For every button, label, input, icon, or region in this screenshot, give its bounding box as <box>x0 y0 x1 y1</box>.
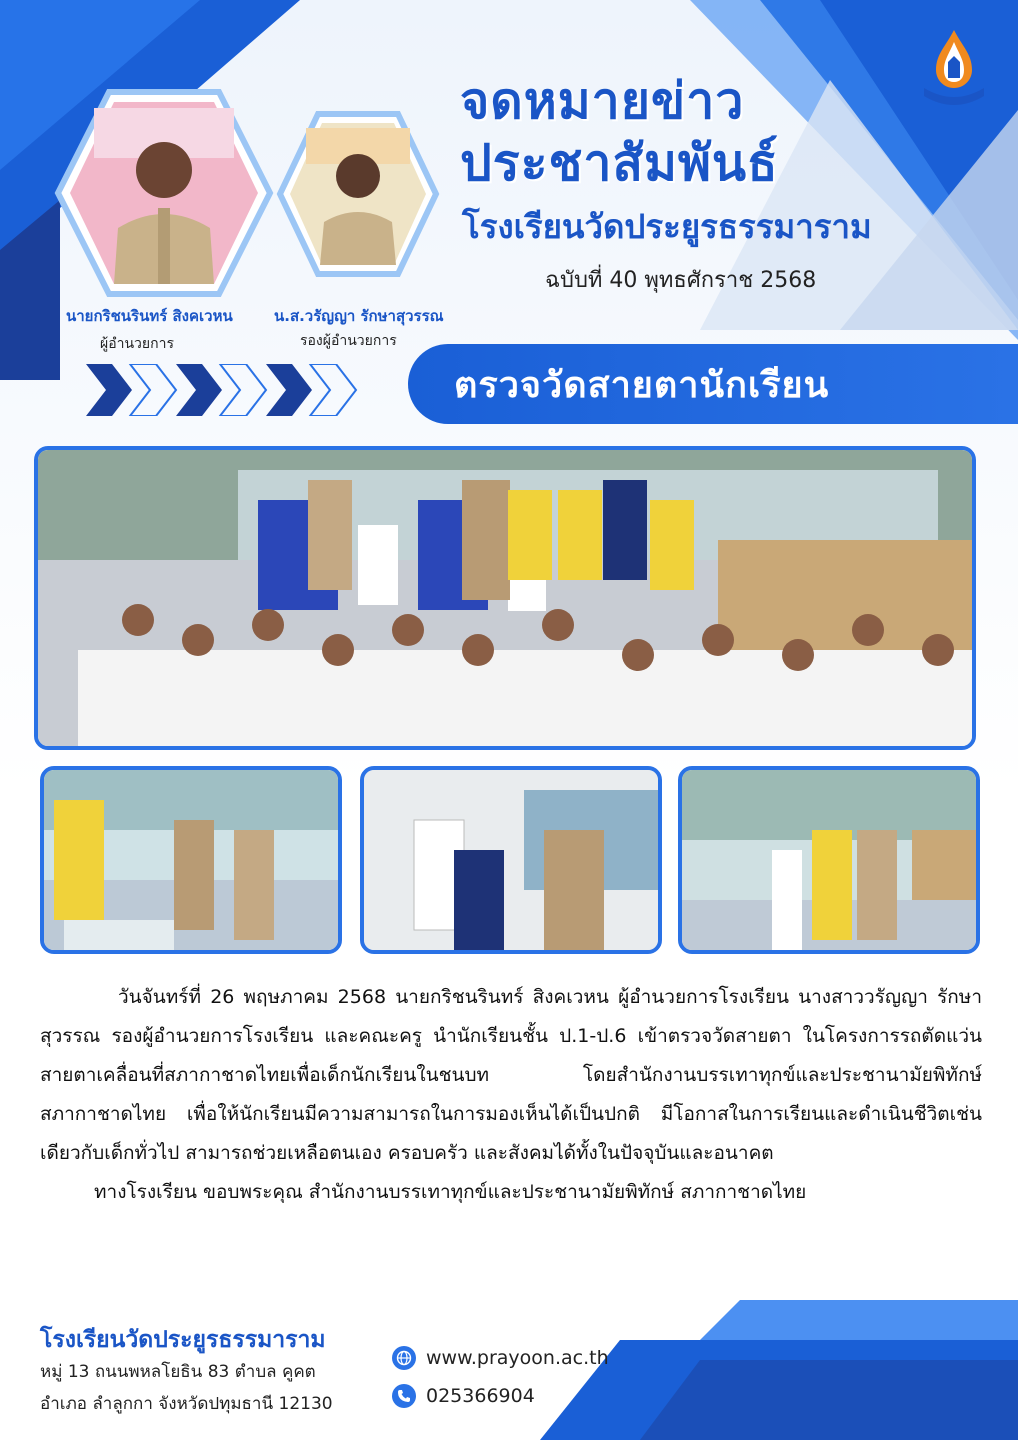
school-name-heading: โรงเรียนวัดประยูรธรรมาราม <box>462 207 872 246</box>
deputy-director-role: รองผู้อำนวยการ <box>300 333 397 349</box>
eye-test-photo-2 <box>360 766 662 954</box>
main-group-photo <box>34 446 976 750</box>
article-thanks: ทางโรงเรียน ขอบพระคุณ สำนักงานบรรเทาทุกข์และประชานามัยพิทักษ์ สภากาชาดไทย <box>94 1181 807 1203</box>
headline-text: ตรวจวัดสายตานักเรียน <box>454 364 830 406</box>
phone-icon <box>392 1384 416 1408</box>
footer-address-line2: อำเภอ ลำลูกกา จังหวัดปทุมธานี 12130 <box>40 1394 333 1414</box>
website-link[interactable] <box>392 1346 609 1370</box>
footer-address-line1: หมู่ 13 ถนนพหลโยธิน 83 ตำบล คูคต <box>40 1362 316 1382</box>
deputy-director-name: น.ส.วรัญญา รักษาสุวรรณ <box>274 307 444 325</box>
school-emblem-icon <box>918 28 990 112</box>
article-paragraph: วันจันทร์ที่ 26 พฤษภาคม 2568 นายกริชนรินทร์ สิงคเวหน ผู้อำนวยการโรงเรียน นางสาววรัญญา รักษาสุวรรณ รองผู้อำนวยการโรงเรียน และคณะครู นำนักเรียนชั้น ป.1-ป.6 เข้าตรวจวัดสายตา ในโครงการรถตัดแว่นสายตาเคลื่อนที่สภากาชาดไทยเพื่อเด็กนักเรียนในชนบท โดยสำนักงานบรรเทาทุกข์และประชานามัยพิทักษ์ สภากาชาดไทย เพื่อให้นักเรียนมีความสามารถในการมองเห็นได้เป็นปกติ มีโอกาสในการเรียนและดำเนินชีวิตเช่นเดียวกับเด็กทั่วไป สามารถช่วยเหลือตนเอง ครอบครัว และสังคมได้ทั้งในปัจจุบันและอนาคต <box>40 986 982 1164</box>
article-body <box>40 978 982 1212</box>
phone-text: 025366904 <box>426 1385 535 1407</box>
newsletter-subtitle: ประชาสัมพันธ์ <box>460 134 779 192</box>
footer-school-name: โรงเรียนวัดประยูรธรรมาราม <box>40 1327 326 1353</box>
phone-number[interactable] <box>392 1384 535 1408</box>
globe-icon <box>392 1346 416 1370</box>
issue-number: ฉบับที่ 40 พุทธศักราช 2568 <box>545 268 817 293</box>
eye-test-photo-1 <box>40 766 342 954</box>
headline-banner <box>408 344 1018 424</box>
chevron-arrows-decoration <box>86 364 366 416</box>
director-name: นายกริชนรินทร์ สิงคเวหน <box>66 307 233 325</box>
deputy-director-portrait <box>276 110 440 278</box>
website-text: www.prayoon.ac.th <box>426 1347 609 1369</box>
director-portrait <box>54 88 274 298</box>
director-role: ผู้อำนวยการ <box>100 336 174 352</box>
eye-test-photo-3 <box>678 766 980 954</box>
newsletter-title: จดหมายข่าว <box>460 72 745 130</box>
